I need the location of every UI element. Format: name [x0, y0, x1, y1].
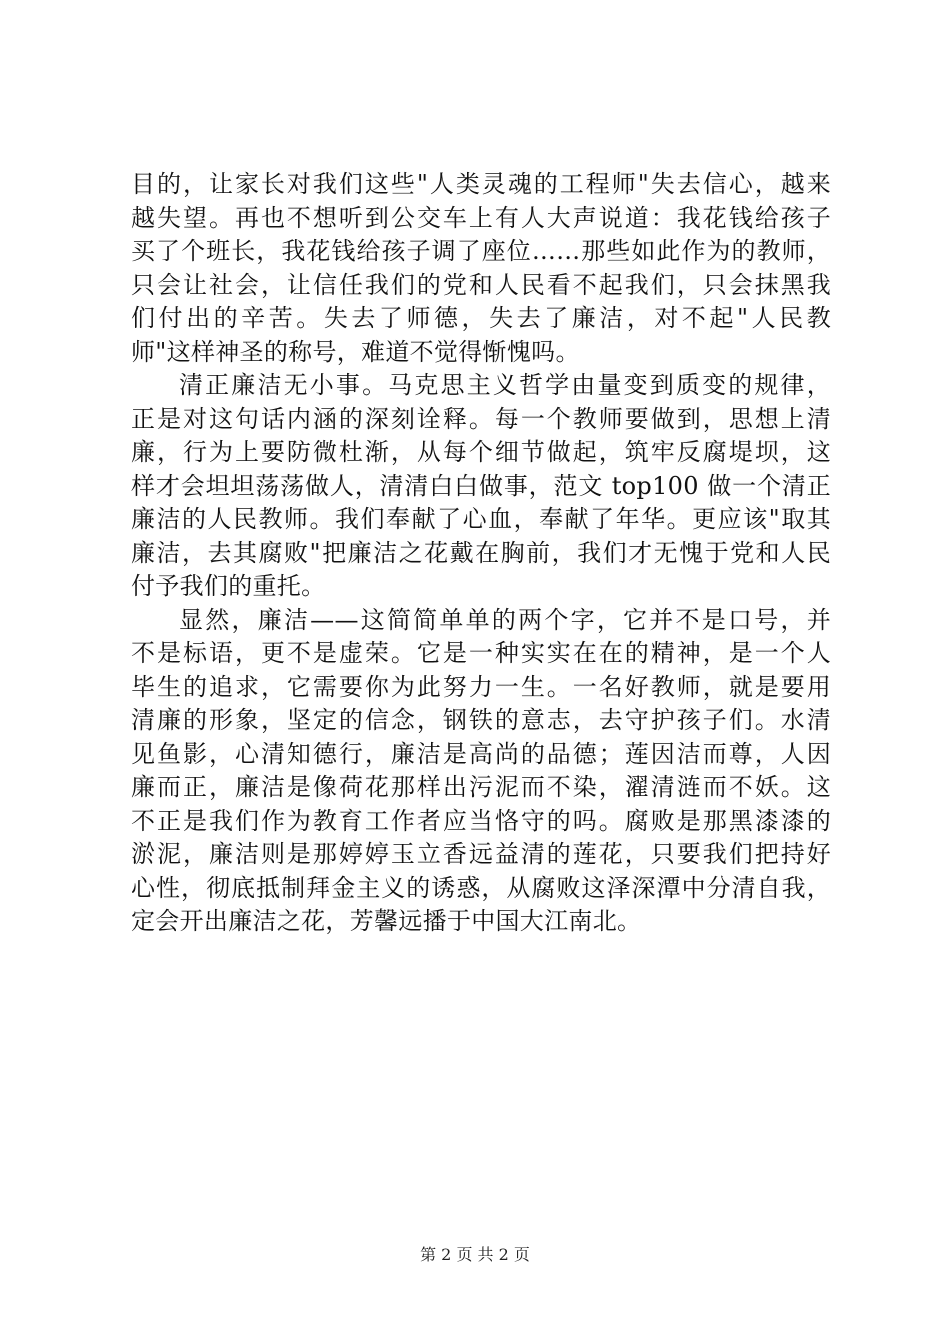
paragraph-3-line-10: 定会开出廉洁之花，芳馨远播于中国大江南北。 [131, 907, 642, 935]
paragraph-2-line-1: 清正廉洁无小事。马克思主义哲学由量变到质变的规律， [179, 371, 831, 399]
paragraph-3-line-1: 显然，廉洁——这简简单单的两个字，它并不是口号，并 [179, 605, 831, 634]
paragraph-3-line-7: 不正是我们作为教育工作者应当恪守的吗。腐败是那黑漆漆的 [131, 806, 831, 835]
page-footer [0, 1245, 950, 1265]
paragraph-3-line-2: 不是标语，更不是虚荣。它是一种实实在在的精神，是一个人 [131, 639, 831, 667]
paragraph-3-line-6: 廉而正，廉洁是像荷花那样出污泥而不染，濯清涟而不妖。这 [131, 773, 831, 801]
paragraph-3-line-9: 心性，彻底抵制拜金主义的诱惑，从腐败这泽深潭中分清自我， [131, 873, 831, 902]
paragraph-3-line-8: 淤泥，廉洁则是那婷婷玉立香远益清的莲花，只要我们把持好 [131, 840, 831, 868]
paragraph-1-line-1: 目的，让家长对我们这些"人类灵魂的工程师"失去信心，越来 [131, 170, 831, 198]
paragraph-1-line-3: 买了个班长，我花钱给孩子调了座位……那些如此作为的教师， [131, 237, 831, 265]
paragraph-2-line-2: 正是对这句话内涵的深刻诠释。每一个教师要做到，思想上清 [131, 404, 831, 433]
paragraph-2-line-5: 廉洁的人民教师。我们奉献了心血，奉献了年华。更应该"取其 [131, 505, 831, 533]
paragraph-2-line-4: 样才会坦坦荡荡做人，清清白白做事，范文 top100 做一个清正 [131, 471, 831, 500]
paragraph-3-line-4: 清廉的形象，坚定的信念，钢铁的意志，去守护孩子们。水清 [131, 706, 831, 734]
page-number-label: 第 2 页 共 2 页 [420, 1245, 530, 1264]
paragraph-1-line-4: 只会让社会，让信任我们的党和人民看不起我们，只会抹黑我 [131, 270, 831, 299]
paragraph-2-line-6: 廉洁，去其腐败"把廉洁之花戴在胸前，我们才无愧于党和人民 [131, 538, 831, 567]
paragraph-2-line-7: 付予我们的重托。 [131, 572, 326, 600]
paragraph-3-line-5: 见鱼影，心清知德行，廉洁是高尚的品德；莲因洁而尊，人因 [131, 739, 831, 768]
paragraph-2-line-3: 廉，行为上要防微杜渐，从每个细节做起，筑牢反腐堤坝，这 [131, 438, 831, 466]
paragraph-1-line-5: 们付出的辛苦。失去了师德，失去了廉洁，对不起"人民教 [131, 304, 831, 332]
paragraph-1-line-6: 师"这样神圣的称号，难道不觉得惭愧吗。 [131, 337, 580, 366]
paragraph-3-line-3: 毕生的追求，它需要你为此努力一生。一名好教师，就是要用 [131, 672, 831, 701]
paragraph-1-line-2: 越失望。再也不想听到公交车上有人大声说道：我花钱给孩子 [131, 203, 831, 232]
body-text [131, 168, 831, 939]
